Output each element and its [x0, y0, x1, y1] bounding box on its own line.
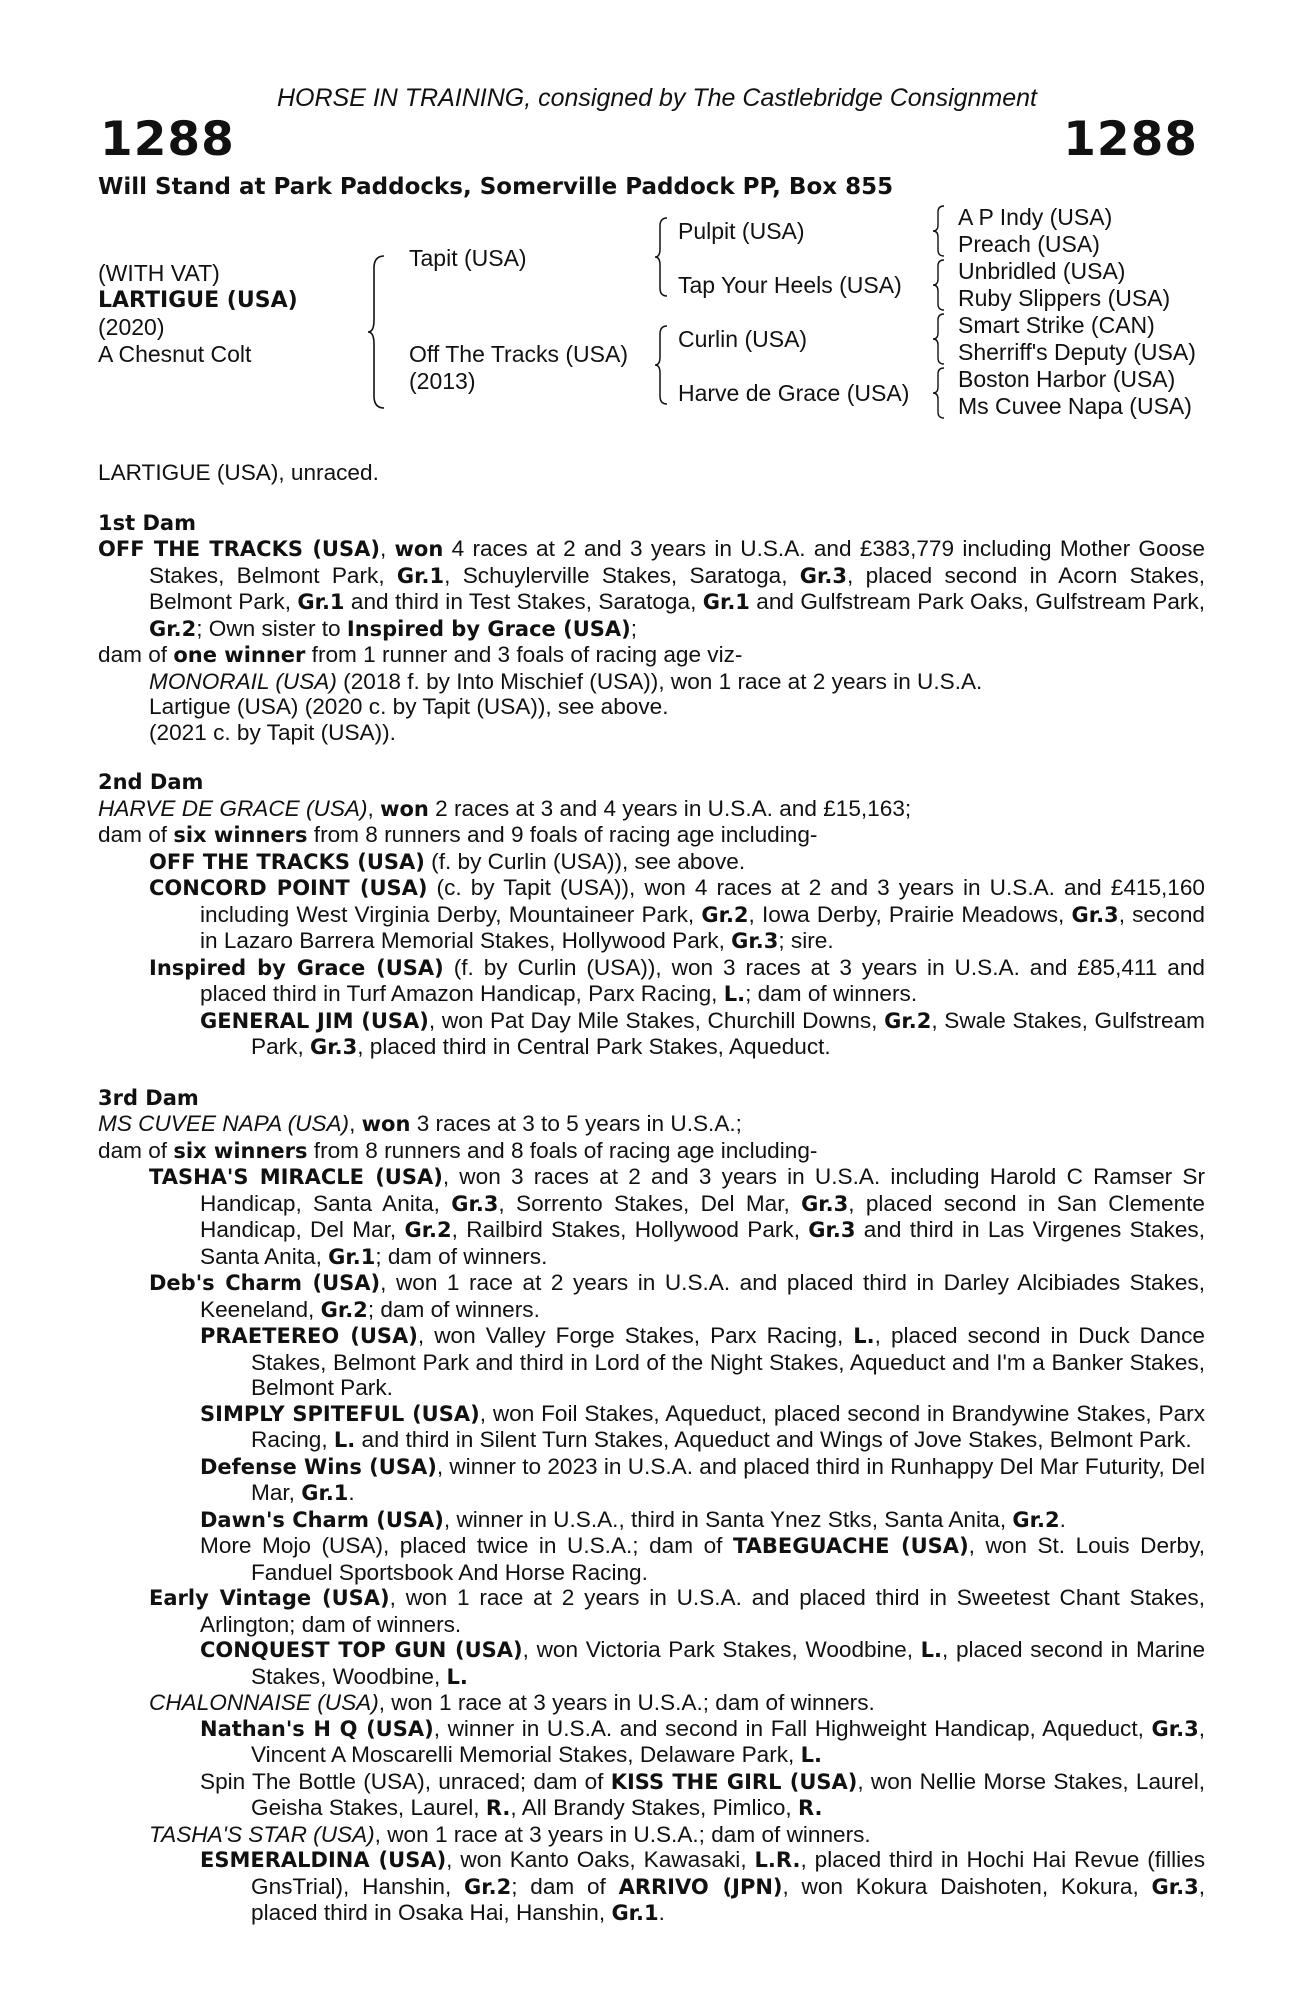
produce-name: TABEGUACHE (USA): [732, 1534, 969, 1558]
produce-name: CONQUEST TOP GUN (USA): [200, 1638, 523, 1662]
grade: Gr.2: [320, 1297, 368, 1322]
produce-tashas-star: [98, 1822, 1205, 1848]
text-part: .: [658, 1900, 665, 1925]
grade: Gr.3: [1071, 902, 1119, 927]
text-part: , placed third in Central Park Stakes, Aqueduct.: [357, 1034, 831, 1059]
grade: Gr.3: [1151, 1716, 1199, 1741]
text-part: , won Kanto Oaks, Kawasaki,: [446, 1847, 755, 1872]
produce-2021: (2021 c. by Tapit (USA)).: [149, 719, 396, 745]
produce-name: Inspired by Grace (USA): [149, 955, 444, 980]
grade: Gr.3: [801, 1191, 849, 1216]
grade: Gr.2: [701, 902, 749, 927]
gg-dsd: Sherriff's Deputy (USA): [958, 339, 1196, 365]
text-part: , won 1 race at 2 years in U.S.A. and placed third in Darley Alcibiades Stakes, Keeneland,: [200, 1270, 1205, 1322]
grade: Gr.1: [702, 590, 750, 614]
text-part: , winner in U.S.A., third in Santa Ynez Stks, Santa Anita,: [443, 1506, 1013, 1532]
sire-dam: Tap Your Heels (USA): [678, 272, 902, 298]
produce-name: PRAETEREO (USA): [200, 1324, 418, 1348]
text-part: , Schuylerville Stakes, Saratoga,: [444, 562, 800, 588]
text-part: ;: [630, 615, 638, 641]
text-part: , won Valley Forge Stakes, Parx Racing,: [417, 1323, 854, 1348]
text-part: , won 1 race at 3 years in U.S.A.; dam of winners.: [378, 1690, 875, 1715]
text-part: , won Nellie Morse Stakes, Laurel, Geisha Stakes, Laurel,: [251, 1768, 1205, 1820]
grade: L.: [723, 982, 746, 1006]
produce-simply-spiteful: [98, 1401, 1205, 1454]
grade: L.: [333, 1428, 356, 1452]
grade: Gr.3: [808, 1218, 856, 1242]
winner-count: six winners: [173, 823, 308, 847]
text-part: Spin The Bottle (USA), unraced; dam of: [200, 1768, 611, 1794]
produce-spin-the-bottle: [98, 1769, 1205, 1822]
first-dam-heading: 1st Dam: [98, 510, 196, 535]
text-part: , placed second in Duck Dance Stakes, Belmont Park and third in Lord of the Night Stakes, Aqueduct and I'm a Banker Stakes, Belmont Park.: [251, 1323, 1205, 1400]
produce-name: Early Vintage (USA): [149, 1586, 390, 1610]
dam: Off The Tracks (USA): [409, 341, 628, 367]
text-part: from 8 runners and 9 foals of racing age including-: [307, 822, 818, 847]
text-part: , Railbird Stakes, Hollywood Park,: [451, 1217, 809, 1242]
produce-dawns-charm: [98, 1507, 1205, 1534]
text-part: 3 races at 3 to 5 years in U.S.A.;: [410, 1111, 742, 1136]
horse-description: A Chesnut Colt: [98, 341, 252, 367]
text-part: .: [348, 1480, 355, 1505]
grade: Gr.3: [1151, 1874, 1199, 1899]
gg-ssd: Preach (USA): [958, 231, 1100, 257]
text-part: (f. by Curlin (USA)), see above.: [424, 848, 746, 874]
text-part: dam of: [98, 642, 174, 667]
produce-nathans-hq: [98, 1716, 1205, 1769]
grade: Gr.1: [611, 1901, 659, 1925]
main-brace: [366, 254, 388, 410]
winner-count: six winners: [173, 1138, 308, 1163]
text-part: , placed second in San Clemente Handicap, Del Mar,: [200, 1190, 1205, 1242]
text-part: ; dam of winners.: [375, 1243, 548, 1269]
text-part: , Sorrento Stakes, Del Mar,: [498, 1190, 802, 1216]
third-dam-name: MS CUVEE NAPA (USA): [98, 1111, 350, 1136]
text-part: and third in Las Virgenes Stakes, Santa Anita,: [200, 1217, 1205, 1269]
produce-name: KISS THE GIRL (USA): [610, 1769, 858, 1794]
gg-dds: Boston Harbor (USA): [958, 366, 1176, 392]
produce-debs-charm: [98, 1270, 1205, 1323]
third-dam-entry: MS CUVEE NAPA (USA), won 3 races at 3 to 5 years in U.S.A.;: [98, 1111, 742, 1136]
sire-sire: Pulpit (USA): [678, 218, 805, 244]
text-part: , winner in U.S.A. and second in Fall Highweight Handicap, Aqueduct,: [433, 1715, 1152, 1741]
gg-sss: A P Indy (USA): [958, 204, 1113, 230]
gg-ddd: Ms Cuvee Napa (USA): [958, 393, 1192, 419]
text-part: , second in Lazaro Barrera Memorial Stakes, Hollywood Park,: [200, 901, 1205, 953]
second-dam-produce-summary: [98, 822, 1205, 849]
dam-brace: [654, 324, 670, 406]
gg-dss: Smart Strike (CAN): [958, 312, 1155, 338]
sire: Tapit (USA): [409, 245, 527, 271]
grade: L.: [800, 1743, 822, 1767]
dam-dam: Harve de Grace (USA): [678, 380, 910, 406]
produce-name: Nathan's H Q (USA): [200, 1716, 434, 1741]
grade: Gr.1: [396, 563, 445, 588]
grade: Gr.2: [464, 1874, 512, 1899]
grade: Gr.2: [884, 1008, 932, 1033]
grade: R.: [797, 1796, 823, 1820]
produce-monorail: [98, 669, 1205, 695]
grade: Gr.2: [149, 616, 197, 641]
grade: L.: [446, 1664, 468, 1689]
won-word: won: [361, 1112, 411, 1136]
produce-lartigue: Lartigue (USA) (2020 c. by Tapit (USA)), see above.: [149, 694, 669, 719]
text-part: , won St. Louis Derby, Fanduel Sportsbook And Horse Racing.: [251, 1533, 1205, 1585]
text-part: dam of: [98, 1137, 174, 1163]
produce-praetereo: [98, 1323, 1205, 1401]
sd-brace: [932, 258, 946, 312]
text-part: , won Foil Stakes, Aqueduct, placed second in Brandywine Stakes, Parx Racing,: [251, 1400, 1205, 1452]
produce-name: TASHA'S STAR (USA): [149, 1821, 375, 1847]
dd-brace: [932, 366, 946, 420]
lot-number-right: 1288: [1063, 112, 1198, 167]
intro-line: LARTIGUE (USA), unraced.: [98, 460, 379, 485]
text-part: , won Pat Day Mile Stakes, Churchill Downs,: [428, 1007, 885, 1033]
text-part: , Iowa Derby, Prairie Meadows,: [748, 901, 1072, 927]
sire-brace: [654, 216, 670, 298]
text-part: , placed second in Acorn Stakes, Belmont Park,: [149, 562, 1205, 614]
text-part: , won Kokura Daishoten, Kokura,: [782, 1873, 1152, 1899]
produce-name: GENERAL JIM (USA): [200, 1008, 429, 1033]
grade: L.R.: [754, 1848, 801, 1872]
produce-tashas-miracle: [98, 1164, 1205, 1270]
grade: Gr.2: [404, 1218, 452, 1242]
text-part: , placed third in Hochi Hai Revue (fillies GnsTrial), Hanshin,: [251, 1847, 1205, 1899]
produce-name: ARRIVO (JPN): [618, 1874, 783, 1899]
sister-name: Inspired by Grace (USA): [346, 616, 631, 641]
text-part: ; dam of winners.: [745, 981, 918, 1006]
grade: Gr.1: [301, 1481, 349, 1505]
text-part: , placed second in Marine Stakes, Woodbine,: [251, 1637, 1206, 1689]
produce-name: Dawn's Charm (USA): [200, 1507, 444, 1532]
produce-off-the-tracks: [98, 849, 1205, 876]
text-part: (f. by Curlin (USA)), won 3 races at 3 years in U.S.A. and £85,411 and placed third in Turf Amazon Handicap, Parx Racing,: [200, 954, 1205, 1006]
text-part: , won 1 race at 3 years in U.S.A.; dam of winners.: [374, 1821, 871, 1847]
text-part: More Mojo (USA), placed twice in U.S.A.; dam of: [200, 1533, 733, 1558]
won-word: won: [380, 796, 429, 821]
produce-esmeraldina: [98, 1847, 1205, 1927]
first-dam-name: OFF THE TRACKS (USA): [98, 537, 380, 561]
third-dam-produce-summary: [98, 1138, 1205, 1165]
text-part: 4 races at 2 and 3 years in U.S.A. and £383,779 including Mother Goose Stakes, Belmont Park,: [149, 536, 1205, 588]
produce-more-mojo: [98, 1533, 1205, 1585]
third-dam-heading: 3rd Dam: [98, 1085, 199, 1110]
vat-note: (WITH VAT): [98, 260, 220, 286]
first-dam-produce-summary: [98, 642, 1205, 669]
produce-name: Defense Wins (USA): [200, 1454, 437, 1479]
grade: Gr.3: [451, 1191, 499, 1216]
ss-brace: [932, 204, 946, 258]
ds-brace: [932, 312, 946, 366]
grade: Gr.2: [1012, 1507, 1060, 1532]
grade: L.: [853, 1324, 875, 1348]
grade: Gr.3: [731, 929, 779, 953]
produce-name: OFF THE TRACKS (USA): [149, 849, 425, 874]
text-part: ; sire.: [778, 928, 834, 953]
text-part: , won 3 races at 2 and 3 years in U.S.A. including Harold C Ramser Sr Handicap, Santa Anita,: [200, 1164, 1205, 1216]
horse-name: LARTIGUE (USA): [98, 288, 298, 313]
lot-number-left: 1288: [100, 112, 235, 167]
produce-concord-point: [98, 875, 1205, 955]
text-part: and Gulfstream Park Oaks, Gulfstream Park,: [749, 589, 1205, 614]
gg-sds: Unbridled (USA): [958, 258, 1126, 284]
dam-sire: Curlin (USA): [678, 326, 808, 352]
produce-conquest-top-gun: [98, 1637, 1205, 1690]
text-part: from 1 runner and 3 foals of racing age viz-: [305, 642, 743, 667]
grade: Gr.3: [799, 563, 847, 588]
text-part: ; dam of winners.: [367, 1296, 540, 1322]
produce-name: CONCORD POINT (USA): [149, 876, 428, 900]
produce-name: CHALONNAISE (USA): [149, 1690, 379, 1715]
produce-name: TASHA'S MIRACLE (USA): [149, 1165, 443, 1189]
text-part: , placed third in Osaka Hai, Hanshin,: [251, 1873, 1205, 1925]
catalogue-body: [98, 460, 1205, 1927]
grade: R.: [485, 1796, 511, 1820]
text-part: 2 races at 3 and 4 years in U.S.A. and £15,163;: [428, 795, 912, 821]
winner-count: one winner: [173, 643, 306, 667]
produce-early-vintage: [98, 1585, 1205, 1637]
gg-sdd: Ruby Slippers (USA): [958, 285, 1171, 311]
produce-general-jim: [98, 1008, 1205, 1061]
produce-name: Deb's Charm (USA): [149, 1271, 381, 1295]
consignment-line: HORSE IN TRAINING, consigned by The Castlebridge Consignment: [276, 84, 1038, 112]
text-part: , won 1 race at 2 years in U.S.A. and placed third in Sweetest Chant Stakes, Arlington; dam of winners.: [200, 1585, 1205, 1637]
text-part: and third in Test Stakes, Saratoga,: [344, 589, 703, 614]
grade: L.: [920, 1638, 943, 1662]
text-part: (c. by Tapit (USA)), won 4 races at 2 and 3 years in U.S.A. and £415,160 including West Virginia Derby, Mountaineer Park,: [200, 875, 1205, 927]
produce-name: MONORAIL (USA): [149, 668, 337, 694]
text-part: , Swale Stakes, Gulfstream Park,: [251, 1007, 1206, 1059]
text-part: , winner to 2023 in U.S.A. and placed third in Runhappy Del Mar Futurity, Del Mar,: [251, 1453, 1205, 1505]
text-part: , All Brandy Stakes, Pimlico,: [510, 1795, 798, 1820]
text-part: , won Victoria Park Stakes, Woodbine,: [522, 1637, 921, 1662]
text-part: dam of: [98, 822, 174, 847]
text-part: and third in Silent Turn Stakes, Aqueduct and Wings of Jove Stakes, Belmont Park.: [355, 1427, 1192, 1452]
text-part: .: [1059, 1506, 1066, 1532]
horse-year: (2020): [98, 314, 165, 340]
produce-chalonnaise: [98, 1690, 1205, 1716]
won-word: won: [394, 537, 444, 561]
produce-defense-wins: [98, 1454, 1205, 1507]
text-part: ; dam of: [511, 1873, 619, 1899]
produce-name: SIMPLY SPITEFUL (USA): [200, 1401, 480, 1426]
text-part: ; Own sister to: [196, 615, 347, 641]
text-part: , Vincent A Moscarelli Memorial Stakes, Delaware Park,: [251, 1715, 1205, 1767]
grade: Gr.3: [310, 1035, 358, 1059]
grade: Gr.1: [297, 590, 345, 614]
produce-name: ESMERALDINA (USA): [200, 1848, 447, 1872]
produce-inspired-by-grace: [98, 955, 1205, 1008]
second-dam-heading: 2nd Dam: [98, 770, 204, 794]
grade: Gr.1: [328, 1244, 376, 1269]
dam-year: (2013): [409, 368, 476, 394]
text-part: (2018 f. by Into Mischief (USA)), won 1 race at 2 years in U.S.A.: [336, 668, 983, 694]
text-part: from 8 runners and 8 foals of racing age including-: [307, 1137, 818, 1163]
first-dam-entry: OFF THE TRACKS (USA), won 4 races at 2 and 3 years in U.S.A. and £383,779 including Mother Goose Stakes, Belmont Park, Gr.1, Schuylerville Stakes, Saratoga, Gr.3, placed second in Acorn Stakes, Belmont Park, Gr.1 and third in Test Stakes, Saratoga, Gr.1 and Gulfstream Park Oaks, Gulfstream Park, Gr.2; Own sister to Inspired by Grace (USA);: [98, 536, 1205, 641]
stabling-location: Will Stand at Park Paddocks, Somerville Paddock PP, Box 855: [98, 174, 894, 200]
second-dam-entry: HARVE DE GRACE (USA), won 2 races at 3 and 4 years in U.S.A. and £15,163;: [98, 795, 912, 821]
second-dam-name: HARVE DE GRACE (USA): [98, 795, 368, 821]
